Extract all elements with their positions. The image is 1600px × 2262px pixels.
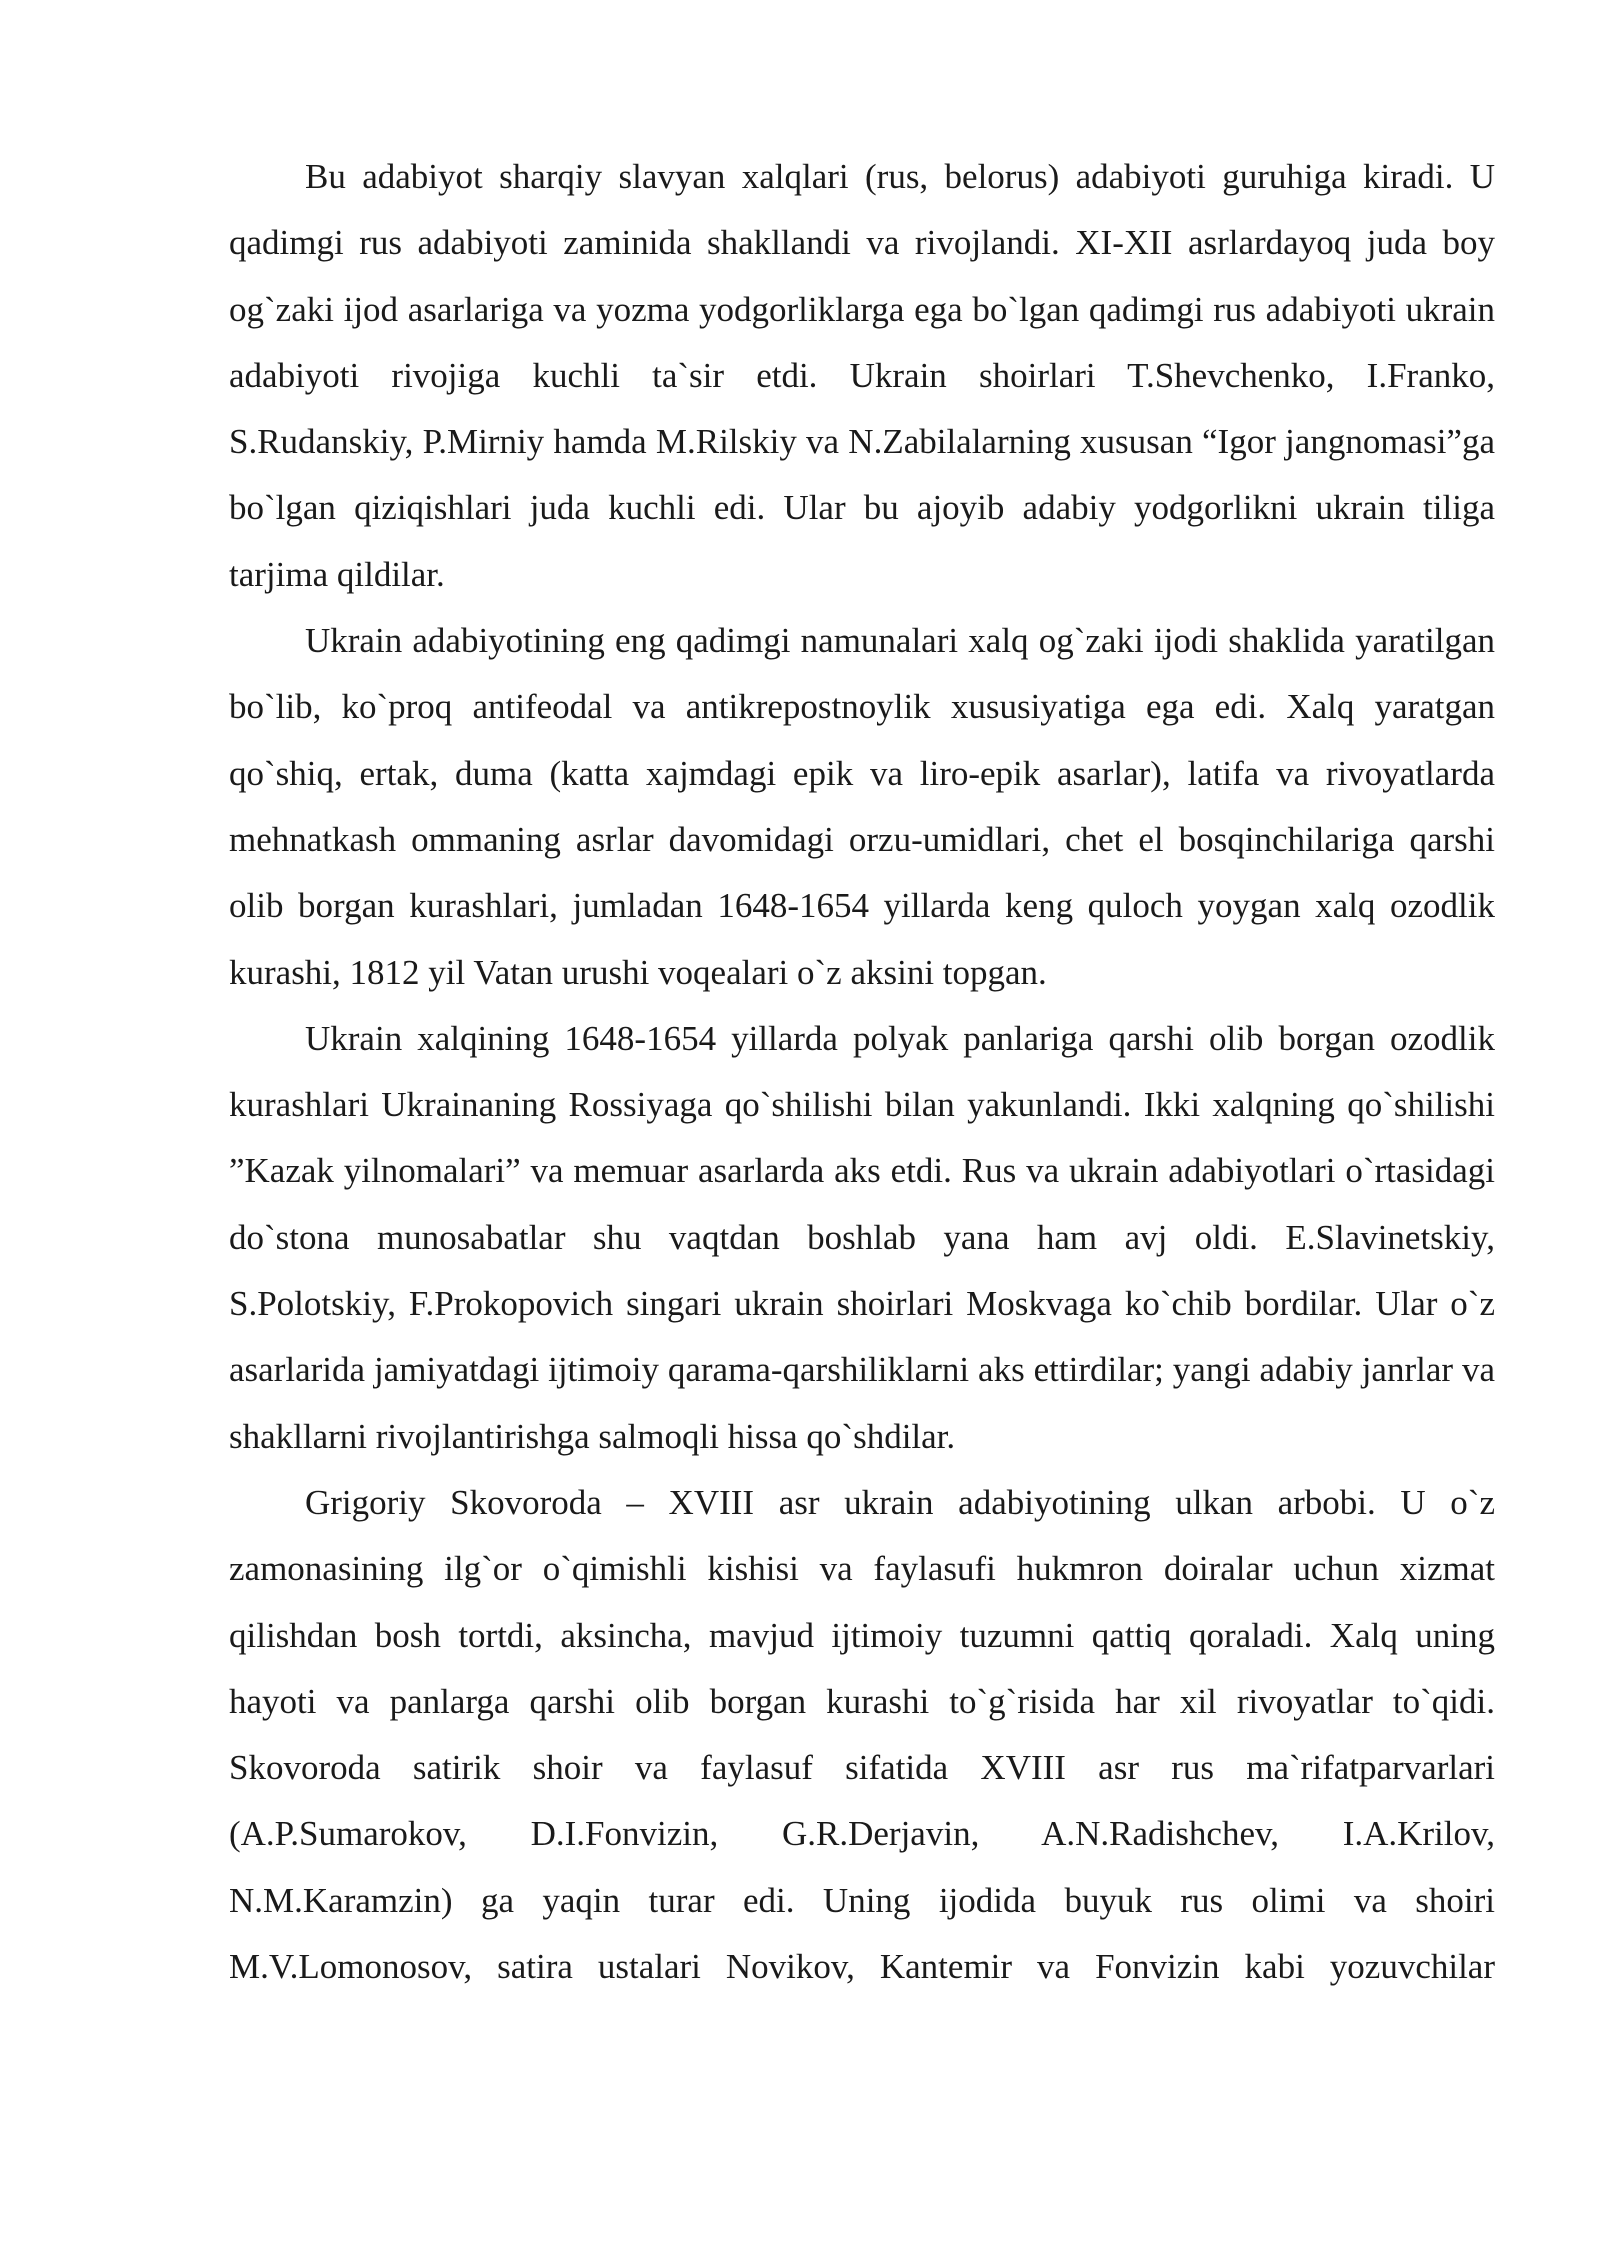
paragraph: Grigoriy Skovoroda – XVIII asr ukrain adabiyotining ulkan arbobi. U o`z zamonasining ilg`or o`qimishli kishisi va faylasufi hukmron doiralar uchun xizmat qilishdan bosh tortdi, aksincha, mavjud ijtimoiy tuzumni qattiq qoraladi. Xalq uning hayoti va panlarga qarshi olib borgan kurashi to`g`risida har xil rivoyatlar to`qidi. Skovoroda satirik shoir va faylasuf sifatida XVIII asr rus ma`rifatparvarlari (A.P.Sumarokov, D.I.Fonvizin, G.R.Derjavin, A.N.Radishchev, I.A.Krilov, N.M.Karamzin) ga yaqin turar edi. Uning ijodida buyuk rus olimi va shoiri M.V.Lomonosov, satira ustalari Novikov, Kantemir va Fonvizin kabi yozuvchilar [229,1482,1495,1987]
paragraph: Ukrain adabiyotining eng qadimgi namunalari xalq og`zaki ijodi shaklida yaratilgan bo`lib, ko`proq antifeodal va antikrepostnoylik xususiyatiga ega edi. Xalq yaratgan qo`shiq, ertak, duma (katta xajmdagi epik va liro-epik asarlar), latifa va rivoyatlarda mehnatkash ommaning asrlar davomidagi orzu-umidlari, chet el bosqinchilariga qarshi olib borgan kurashlari, jumladan 1648-1654 yillarda keng quloch yoygan xalq ozodlik kurashi, 1812 yil Vatan urushi voqealari o`z aksini topgan. [229,621,1495,992]
document-page [229,144,1495,2000]
paragraph: Bu adabiyot sharqiy slavyan xalqlari (rus, belorus) adabiyoti guruhiga kiradi. U qadimgi rus adabiyoti zaminida shakllandi va rivojlandi. XI-XII asrlardayoq juda boy og`zaki ijod asarlariga va yozma yodgorliklarga ega bo`lgan qadimgi rus adabiyoti ukrain adabiyoti rivojiga kuchli ta`sir etdi. Ukrain shoirlari T.Shevchenko, I.Franko, S.Rudanskiy, P.Mirniy hamda M.Rilskiy va N.Zabilalarning xususan “Igor jangnomasi”ga bo`lgan qiziqishlari juda kuchli edi. Ular bu ajoyib adabiy yodgorlikni ukrain tiliga tarjima qildilar. [229,157,1495,594]
paragraph: Ukrain xalqining 1648-1654 yillarda polyak panlariga qarshi olib borgan ozodlik kurashlari Ukrainaning Rossiyaga qo`shilishi bilan yakunlandi. Ikki xalqning qo`shilishi ”Kazak yilnomalari” va memuar asarlarda aks etdi. Rus va ukrain adabiyotlari o`rtasidagi do`stona munosabatlar shu vaqtdan boshlab yana ham avj oldi. E.Slavinetskiy, S.Polotskiy, F.Prokopovich singari ukrain shoirlari Moskvaga ko`chib bordilar. Ular o`z asarlarida jamiyatdagi ijtimoiy qarama-qarshiliklarni aks ettirdilar; yangi adabiy janrlar va shakllarni rivojlantirishga salmoqli hissa qo`shdilar. [229,1018,1495,1456]
